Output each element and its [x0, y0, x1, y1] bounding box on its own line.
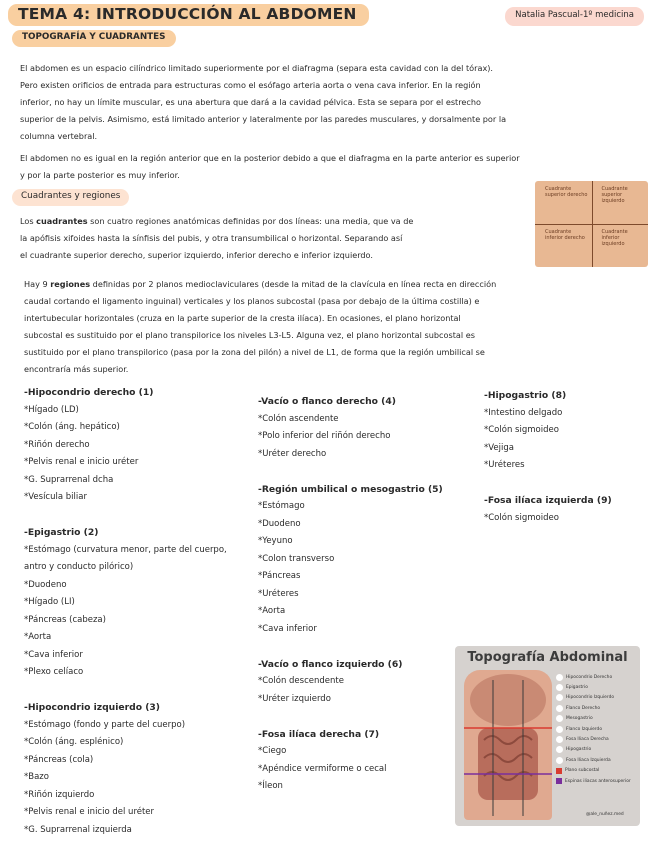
legend-item: Flanco Derecho: [556, 703, 631, 713]
diaphragm-paragraph: El abdomen no es igual en la región anterior que en la posterior debido a que el diafragma en la parte anterior es superior y por la parte posterior es muy inferior.: [20, 153, 520, 180]
list-item: *Hígado (LD): [24, 404, 79, 415]
list-item: *Aorta: [258, 606, 286, 616]
list-item: *Colón ascendente: [258, 413, 339, 424]
author-badge: Natalia Pascual-1º medicina: [505, 7, 644, 26]
legend-swatch: [556, 778, 562, 784]
list-item: *Páncreas: [258, 571, 301, 581]
list-item: *Estómago (fondo y parte del cuerpo): [24, 719, 186, 730]
list-item: *Duodeno: [258, 518, 301, 529]
legend-marker: [556, 684, 563, 691]
legend-item: Fosa Iliaca Derecha: [556, 734, 631, 744]
list-item: *Colón sigmoideo: [484, 425, 559, 435]
legend-marker: [556, 746, 563, 753]
region-title: -Vacío o flanco derecho (4): [258, 396, 396, 407]
list-item: *Páncreas (cola): [24, 754, 94, 765]
list-item: *Colón descendente: [258, 676, 344, 686]
quadrant-label-upper-left: Cuadrante superior izquierdo: [601, 186, 628, 204]
ribcage: [470, 674, 546, 726]
region-title: -Hipocondrio derecho (1): [24, 387, 154, 398]
list-item: *Duodeno: [24, 579, 67, 590]
section-heading-topografia: TOPOGRAFÍA Y CUADRANTES: [12, 30, 176, 47]
region-title: -Hipogastrio (8): [484, 390, 567, 401]
legend-item: Epigastrio: [556, 682, 631, 692]
transumbilical-line: [535, 224, 648, 225]
list-item: *Uréter izquierdo: [258, 693, 331, 704]
list-item: *Uréteres: [258, 588, 299, 599]
figure-credit: @ale_nuñez.med: [586, 812, 624, 817]
topography-title: Topografía Abdominal: [467, 650, 628, 665]
legend-marker: [556, 736, 563, 743]
list-item: *Plexo celíaco: [24, 667, 84, 677]
torso-illustration: [464, 670, 552, 820]
legend-item: Hipocondrio Derecho: [556, 672, 631, 682]
regions-column-3: [484, 387, 649, 527]
region-title: -Hipocondrio izquierdo (3): [24, 702, 161, 713]
legend-marker: [556, 757, 563, 764]
section-heading-cuadrantes: Cuadrantes y regiones: [12, 189, 129, 206]
list-item: *Ciego: [258, 746, 287, 756]
list-item: *Apéndice vermiforme o cecal: [258, 763, 387, 774]
list-item: *Bazo: [24, 772, 49, 782]
legend-item: Hipogastrio: [556, 745, 631, 755]
region-title: -Fosa ilíaca derecha (7): [258, 728, 380, 740]
list-item: *G. Suprarrenal izquierda: [24, 824, 132, 835]
region-title: -Región umbilical o mesogastrio (5): [258, 483, 443, 495]
regions-column-2: [258, 393, 468, 796]
region-title: -Vacío o flanco izquierdo (6): [258, 658, 403, 670]
list-item: *Estómago: [258, 501, 305, 511]
legend-item: Flanco Izquierdo: [556, 724, 631, 734]
legend-item: Plano subcostal: [556, 766, 631, 776]
list-item: *Aorta: [24, 632, 52, 642]
list-item: *G. Suprarrenal dcha: [24, 474, 114, 485]
quadrant-label-lower-right: Cuadrante inferior derecho: [545, 229, 585, 241]
list-item: *Colón (áng. esplénico): [24, 737, 124, 747]
list-item: *Yeyuno: [258, 536, 293, 546]
list-item: *Intestino delgado: [484, 407, 563, 418]
legend-marker: [556, 705, 563, 712]
list-item: *Colón sigmoideo: [484, 512, 559, 523]
legend-marker: [556, 674, 563, 681]
list-item: *Cava inferior: [24, 649, 83, 660]
legend-marker: [556, 726, 563, 733]
legend-item: Mesogastrio: [556, 714, 631, 724]
list-item: *Cava inferior: [258, 623, 317, 634]
list-item: *Páncreas (cabeza): [24, 614, 106, 625]
quadrants-figure: [535, 181, 648, 267]
list-item: *Riñón derecho: [24, 439, 90, 450]
list-item: *Colón (áng. hepático): [24, 422, 120, 432]
list-item: *Vejiga: [484, 442, 514, 453]
topography-figure: [455, 646, 640, 826]
list-item: *Polo inferior del riñón derecho: [258, 431, 391, 441]
intro-paragraph: El abdomen es un espacio cilíndrico limitado superiormente por el diafragma (separa esta cavidad con la del tórax). Pero existen orificios de entrada para estructuras como el esófago arteria aorta o vena cava inferior. En la región inferior, no hay un límite muscular, es una abertura que dará a la cavidad pélvica. Esta se separa por el estrecho superior de la pelvis. Asimismo, está limitado anterior y lateralmente por las paredes musculares, y dorsalmente por la columna vertebral.: [20, 63, 507, 141]
legend-item: Fosa Iliaca Izquierda: [556, 755, 631, 765]
list-item: *Uréteres: [484, 460, 525, 470]
legend-item: Hipocondrio Izquierdo: [556, 693, 631, 703]
page-title: TEMA 4: INTRODUCCIÓN AL ABDOMEN: [8, 4, 369, 26]
list-item: *Íleon: [258, 781, 283, 791]
list-item: *Pelvis renal e inicio uréter: [24, 457, 139, 467]
list-item: *Vesícula biliar: [24, 492, 87, 502]
region-title: -Epigastrio (2): [24, 527, 99, 538]
quadrant-label-lower-left: Cuadrante inferior izquierdo: [601, 229, 628, 247]
legend-marker: [556, 694, 563, 701]
list-item: *Pelvis renal e inicio del uréter: [24, 807, 155, 817]
list-item: *Estómago (curvatura menor, parte del cuerpo, antro y conducto pilórico): [24, 544, 227, 572]
regiones-paragraph: Hay 9 regiones definidas por 2 planos medioclaviculares (desde la mitad de la clavícula en línea recta en dirección caudal cortando el ligamento inguinal) verticales y los planos subcostal (pasa por debajo de la última costilla) e intertubecular horizontales (cruza en la parte superior de la cresta ilíaca). En ocasiones, el plano horizontal subcostal es sustituido por el plano transpilorice los niveles L3-L5. Alguna vez, el plano horizontal subcostal es sustituido por el plano transpilorico (pasa por la zona del pilón) a nivel de L1, de forma que la región umbilical se encontraría más superior.: [24, 279, 497, 374]
cuadrantes-paragraph: Los cuadrantes son cuatro regiones anatómicas definidas por dos líneas: una media, que va de la apófisis xifoides hasta la sínfisis del pubis, y otra transumbilical o horizontal. Separando así el cuadrante superior derecho, superior izquierdo, inferior derecho e inferior izquierdo.: [20, 216, 414, 260]
list-item: *Colon transverso: [258, 553, 335, 564]
list-item: *Riñón izquierdo: [24, 789, 95, 800]
quadrant-label-upper-right: Cuadrante superior derecho: [545, 186, 588, 198]
list-item: *Uréter derecho: [258, 448, 327, 459]
topography-legend: [556, 672, 631, 786]
torso-svg: [464, 670, 552, 820]
list-item: *Hígado (LI): [24, 597, 75, 607]
legend-swatch: [556, 768, 562, 774]
legend-item: Espinas iliacas anterosuperior: [556, 776, 631, 786]
legend-marker: [556, 715, 563, 722]
regions-column-1: [24, 384, 244, 839]
bowel: [478, 728, 538, 800]
region-title: -Fosa ilíaca izquierda (9): [484, 495, 612, 506]
